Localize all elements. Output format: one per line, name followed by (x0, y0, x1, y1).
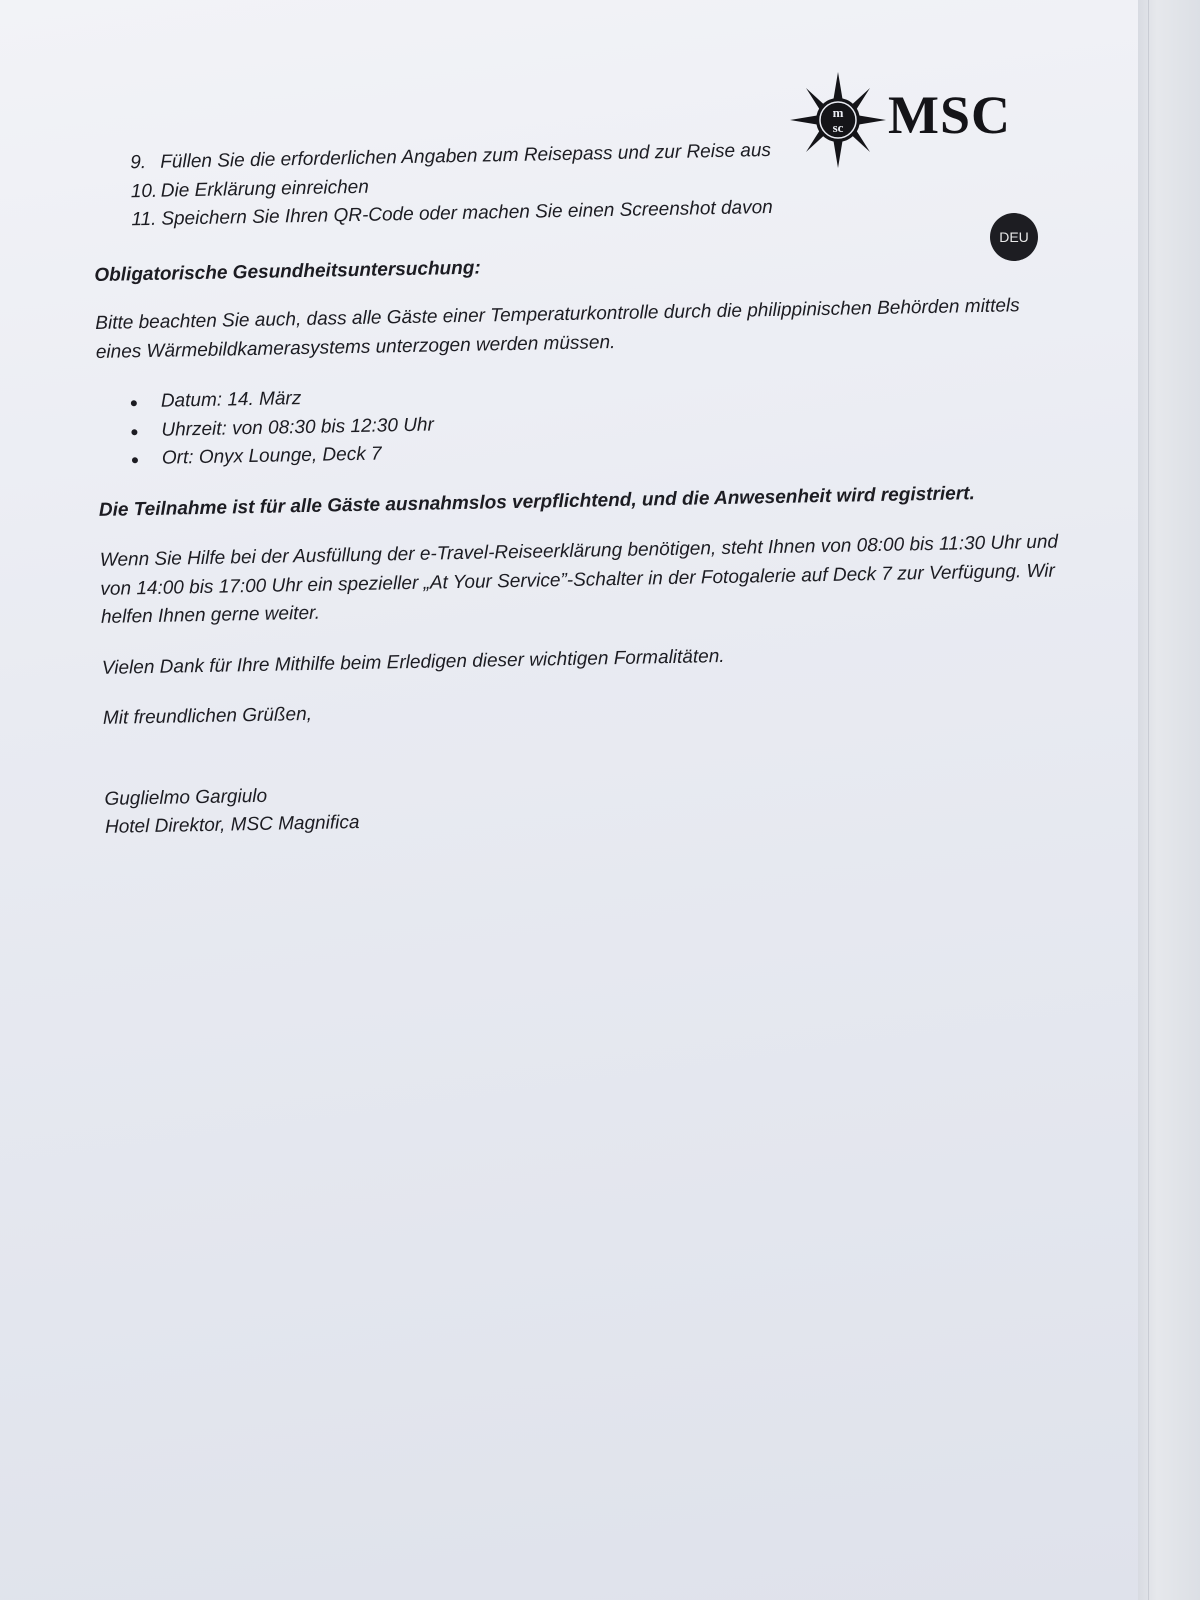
detail-time: Uhrzeit: von 08:30 bis 12:30 Uhr (161, 413, 435, 441)
bullet-icon (132, 457, 138, 463)
detail-date: Datum: 14. März (160, 388, 302, 412)
detail-location: Ort: Onyx Lounge, Deck 7 (161, 443, 382, 469)
thanks-paragraph: Vielen Dank für Ihre Mithilfe beim Erledigen dieser wichtigen Formalitäten. (101, 645, 725, 679)
step-number: 11. (131, 208, 157, 231)
step-list (92, 132, 1053, 236)
step-text: Speichern Sie Ihren QR-Code oder machen Sie einen Screenshot davon (161, 196, 773, 230)
help-paragraph: Wenn Sie Hilfe bei der Ausfüllung der e-Travel-Reiseerklärung benötigen, steht Ihnen von 08:00 bis 11:30 Uhr und von 14:00 bis 17:00 Uhr ein spezieller „At Your Service”-Schalter in der Fotogalerie auf Deck 7 zur Verfügung. Wir helfen Ihnen gerne weiter. (99, 531, 1059, 628)
svg-text:m: m (832, 105, 844, 120)
letter-body (92, 132, 1065, 843)
health-check-heading: Obligatorische Gesundheitsuntersuchung: (94, 257, 481, 286)
signatory-name: Guglielmo Gargiulo (104, 785, 268, 810)
mandatory-notice: Die Teilnahme ist für alle Gäste ausnahmslos verpflichtend, und die Anwesenheit wird registriert. (98, 482, 975, 521)
closing-line: Mit freundlichen Grüßen, (102, 703, 313, 729)
bullet-icon (131, 400, 137, 406)
health-check-details (97, 371, 1058, 475)
signatory-title: Hotel Direktor, MSC Magnifica (104, 811, 360, 838)
msc-logo-text: MSC (888, 85, 1011, 145)
language-badge: DEU (990, 213, 1038, 261)
step-text: Füllen Sie die erforderlichen Angaben zum Reisepass und zur Reise aus (160, 139, 772, 173)
bullet-icon (131, 429, 137, 435)
step-number: 9. (130, 151, 147, 174)
step-text: Die Erklärung einreichen (160, 176, 370, 202)
page-edge-line (1148, 0, 1149, 1600)
svg-text:sc: sc (832, 120, 844, 135)
step-number: 10. (130, 180, 158, 202)
health-check-intro: Bitte beachten Sie auch, dass alle Gäste einer Temperaturkontrolle durch die philippinischen Behörden mittels eines Wärmebildkamerasystems unterzogen werden müssen. (95, 295, 1020, 363)
